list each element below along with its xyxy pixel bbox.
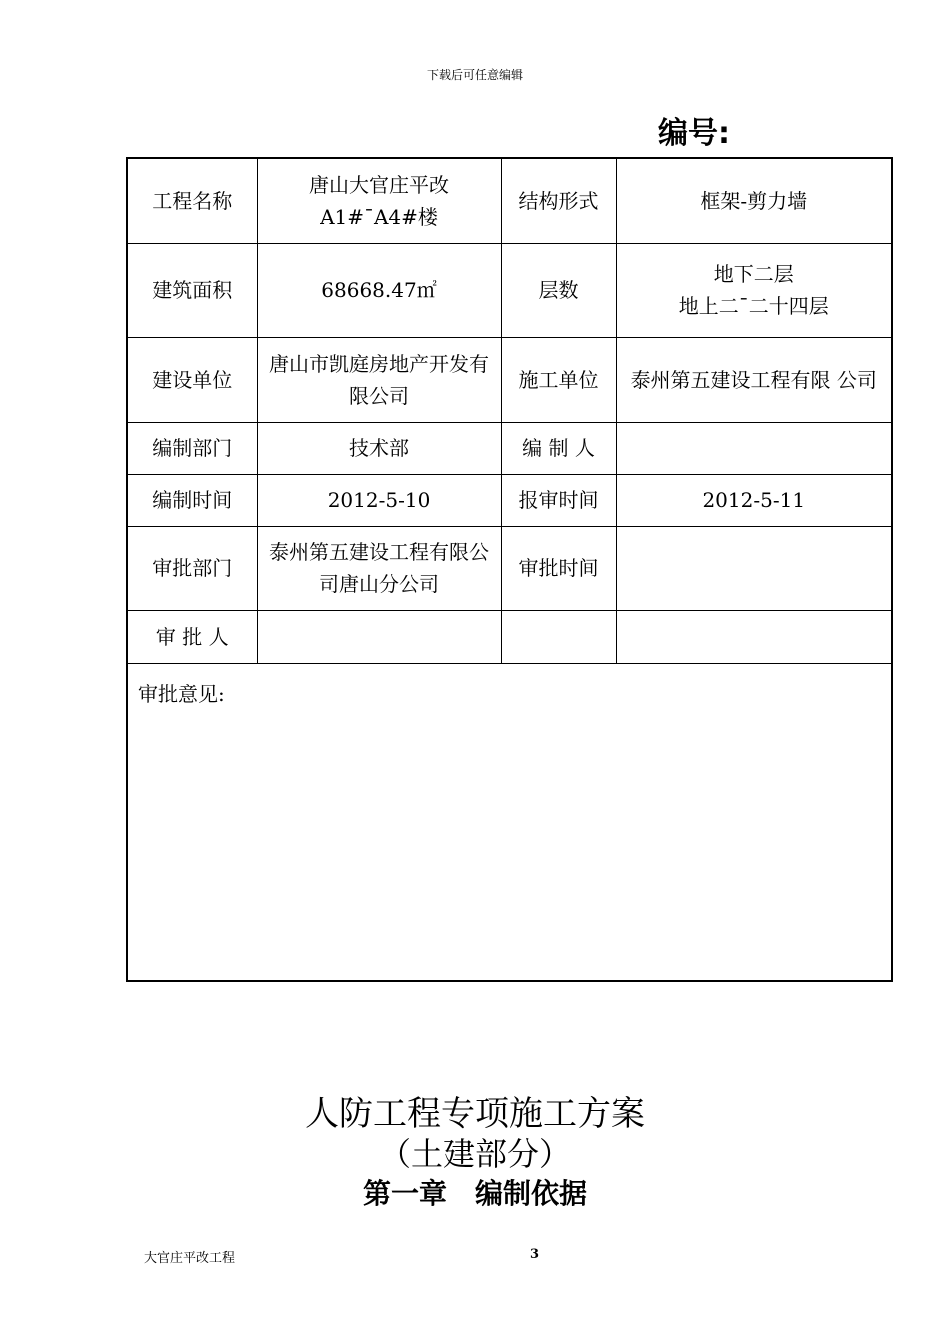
contractor-label: 施工单位: [501, 337, 616, 422]
approval-date-label: 审批时间: [501, 526, 616, 610]
empty-cell: [616, 610, 892, 663]
prep-dept-label: 编制部门: [127, 422, 257, 474]
floors-value: [616, 243, 892, 337]
download-note: 下载后可任意编辑: [426, 68, 523, 82]
structure-type-value: 框架-剪力墙: [616, 158, 892, 243]
prep-dept-value: 技术部: [257, 422, 501, 474]
table-row: [127, 422, 892, 474]
preparer-value: [616, 422, 892, 474]
chapter-number: 第一章: [362, 1177, 447, 1210]
submit-date-label: 报审时间: [501, 474, 616, 526]
building-area-label: 建筑面积: [127, 243, 257, 337]
table-row: [127, 663, 892, 981]
floors-label: 层数: [501, 243, 616, 337]
table-row: [127, 158, 892, 243]
doc-title: 人防工程专项施工方案: [305, 1094, 645, 1134]
empty-cell: [501, 610, 616, 663]
owner-label: 建设单位: [127, 337, 257, 422]
doc-subtitle: （土建部分）: [378, 1135, 571, 1173]
approval-dept-label: 审批部门: [127, 526, 257, 610]
footer-project-name: 大官庄平改工程: [144, 1251, 236, 1266]
approval-form-table: [126, 157, 893, 982]
chapter-name: 编制依据: [475, 1177, 588, 1210]
page-number: 3: [530, 1247, 540, 1262]
table-row: [127, 337, 892, 422]
approval-dept-value: 泰州第五建设工程有限公司唐山分公司: [257, 526, 501, 610]
table-row: [127, 474, 892, 526]
floors-aboveground: 地上二¯二十四层: [678, 294, 829, 318]
prep-date-label: 编制时间: [127, 474, 257, 526]
table-row: [127, 526, 892, 610]
approver-value: [257, 610, 501, 663]
approval-opinion-label: 审批意见:: [138, 681, 225, 706]
prep-date-value: 2012-5-10: [257, 474, 501, 526]
table-row: [127, 610, 892, 663]
doc-number-label: 编号:: [658, 116, 730, 151]
contractor-value: 泰州第五建设工程有限 公司: [616, 337, 892, 422]
submit-date-value: 2012-5-11: [616, 474, 892, 526]
chapter-heading: [0, 1174, 950, 1214]
project-name-value: 唐山大官庄平改A1#¯A4#楼: [257, 158, 501, 243]
approver-label: 审 批 人: [127, 610, 257, 663]
floors-underground: 地下二层: [713, 262, 794, 286]
table-row: [127, 243, 892, 337]
approval-opinion-cell: [127, 663, 892, 981]
project-name-label: 工程名称: [127, 158, 257, 243]
preparer-label: 编 制 人: [501, 422, 616, 474]
structure-type-label: 结构形式: [501, 158, 616, 243]
approval-date-value: [616, 526, 892, 610]
building-area-value: 68668.47㎡: [257, 243, 501, 337]
owner-value: 唐山市凯庭房地产开发有限公司: [257, 337, 501, 422]
